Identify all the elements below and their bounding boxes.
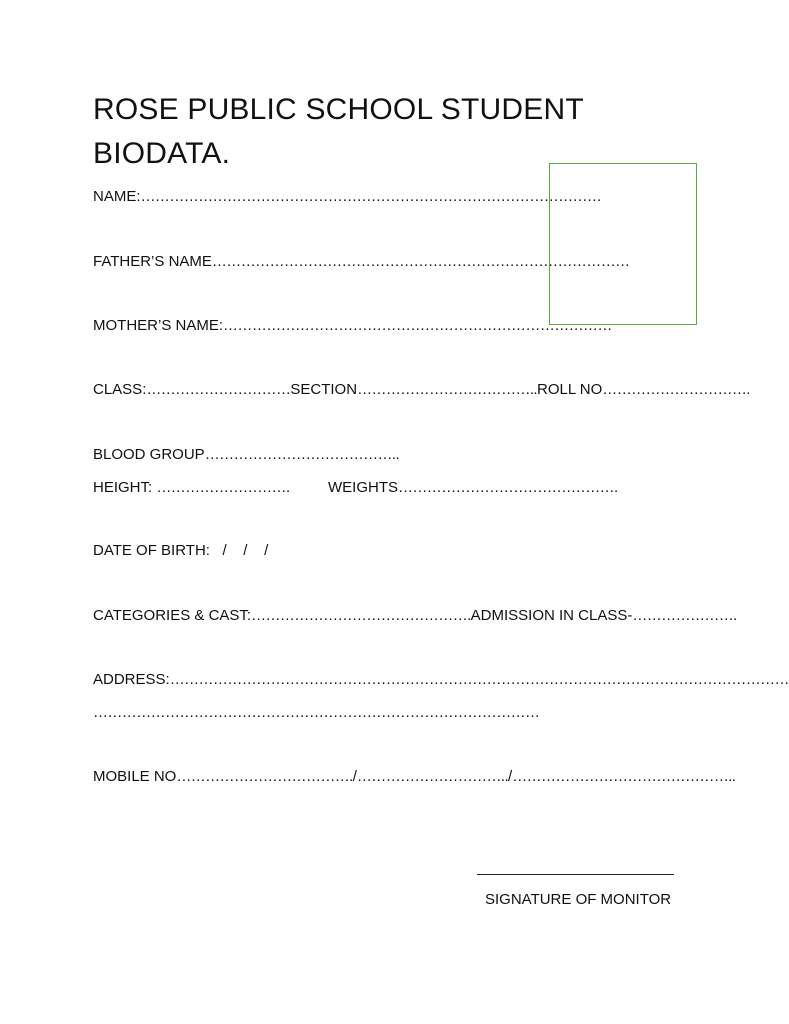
section-dots: ……………………………….. xyxy=(357,381,537,398)
mobile-dots-2: ………………………….. xyxy=(356,768,509,785)
blood-group-field xyxy=(93,445,399,465)
mobile-label: MOBILE NO xyxy=(93,768,177,785)
mother-name-dots: ……………………………………………………………………… xyxy=(223,317,612,334)
mobile-dots-1: ………………………………. xyxy=(176,768,353,785)
height-field xyxy=(93,478,290,498)
blood-group-dots: ………………………………….. xyxy=(204,446,400,463)
mother-name-label: MOTHER’S NAME: xyxy=(93,317,224,334)
categories-label: CATEGORIES & CAST: xyxy=(93,607,252,624)
mother-name-field xyxy=(93,316,612,336)
blood-group-label: BLOOD GROUP xyxy=(93,446,205,463)
mobile-separator-1: / xyxy=(352,768,357,785)
form-title: ROSE PUBLIC SCHOOL STUDENT BIODATA. xyxy=(93,93,584,170)
roll-no-label: ROLL NO xyxy=(537,381,603,398)
signature-line xyxy=(477,874,674,875)
roll-no-dots: …………………………. xyxy=(602,381,750,398)
mobile-dots-3: ……………………………………….. xyxy=(512,768,736,785)
father-name-dots: …………………………………………………………………………… xyxy=(211,253,630,270)
weights-dots: ………………………………………. xyxy=(398,479,618,496)
mobile-separator-2: / xyxy=(508,768,513,785)
address-dots: ………………………………………………………………………………………………………………… xyxy=(169,671,789,688)
signature-label: SIGNATURE OF MONITOR xyxy=(485,891,672,908)
address-line-2 xyxy=(93,703,539,723)
name-dots: …………………………………………………………………………………… xyxy=(140,188,602,205)
dob-slashes: / / / xyxy=(222,542,269,559)
father-name-label: FATHER’S NAME xyxy=(93,253,212,270)
address-label: ADDRESS: xyxy=(93,671,170,688)
height-label: HEIGHT: xyxy=(93,479,157,496)
categories-admission-row xyxy=(93,606,737,626)
address-dots-2: ………………………………………………………………………………… xyxy=(93,704,540,721)
father-name-field xyxy=(93,252,630,272)
dob-field xyxy=(93,541,268,561)
address-field xyxy=(93,670,789,690)
height-dots: ………………………. xyxy=(156,479,290,496)
class-section-roll-row xyxy=(93,380,750,400)
mobile-field xyxy=(93,767,735,787)
categories-dots: ………………………………………. xyxy=(251,607,471,624)
admission-dots: …………………. xyxy=(632,607,737,624)
class-dots: ………………………… xyxy=(146,381,291,398)
weights-label: WEIGHTS xyxy=(328,479,398,496)
admission-label: ADMISSION IN CLASS- xyxy=(470,607,633,624)
weights-field xyxy=(328,478,618,498)
section-label: SECTION xyxy=(290,381,358,398)
class-label: CLASS: xyxy=(93,381,147,398)
dob-label: DATE OF BIRTH: xyxy=(93,542,210,559)
name-label: NAME: xyxy=(93,188,141,205)
name-field xyxy=(93,187,601,207)
